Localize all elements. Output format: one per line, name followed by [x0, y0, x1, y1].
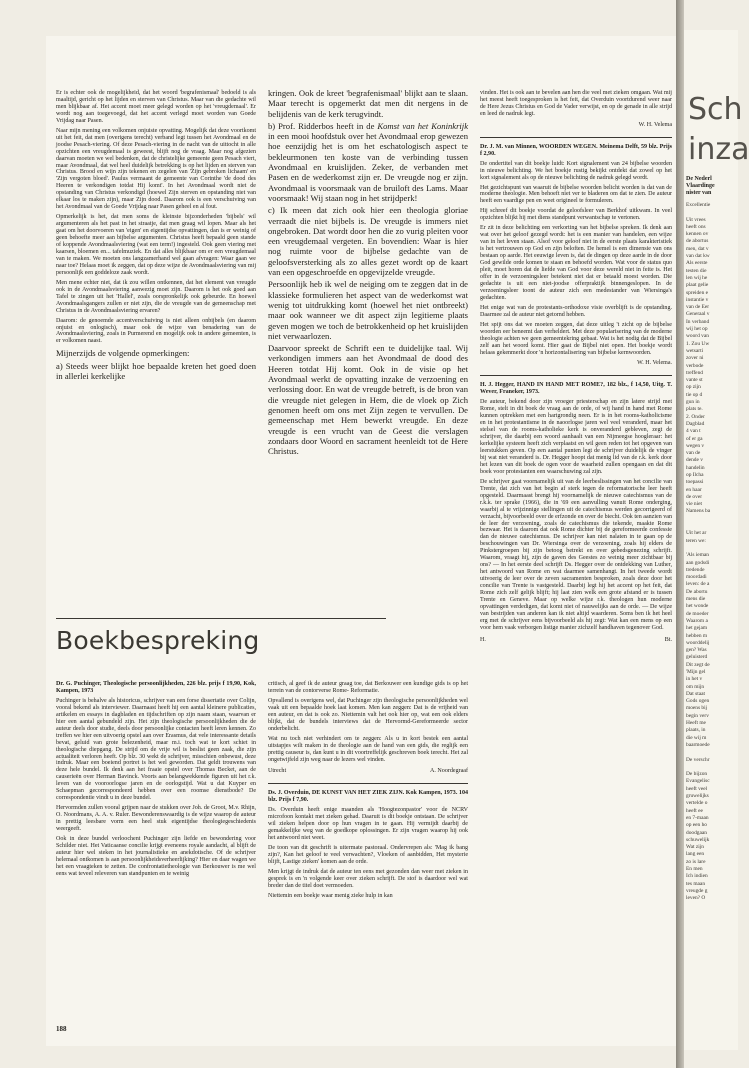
adjacent-headline: Sch [688, 92, 743, 127]
review-heading: Dr. J. M. van Minnen, WOORDEN WEGEN. Meinema Delft, 59 blz. Prijs f 2,90. [480, 143, 672, 157]
adjacent-text-line: lang een [686, 851, 705, 858]
paragraph: Het spijt ons dat we moeten zeggen, dat deze uitleg 't zicht op de bijbelse woorden eer beneemt dan verheldert. Met deze popularisering van de moderne theologie achten we geen gemeentekring gebaat. Wat is het nodig dat de Bijbel zelf aan het woord komt. Hier gaat de Bijbel niet open. Het boekje wordt helaas gekenmerkt door 'n horizontalisering van bijbelse kernwoorden. [480, 321, 672, 356]
adjacent-text-line: van dat kw [686, 253, 710, 260]
adjacent-text-line: plats te. [686, 406, 703, 413]
paragraph: Persoonlijk heb ik wel de neiging om te zeggen dat in de klassieke formulieren het aspect van de wederkomst wat wenig tot uitdrukking komt (hoewel het niet ontbreekt) maar ook wanneer we dit aspect zijn legitieme plaats geven mogen we toch de betrokkenheid op het kruislijden niet verwaarlozen. [268, 279, 468, 341]
paragraph: De ondertitel van dit boekje luidt: Kort signalement van 24 bijbelse woorden in nieuwe belichting. We het boekje rustig bekijkt ontdekt dat zowel op het kort signalement als op de nieuwe belichting de nadruk gelegd wordt. [480, 160, 672, 181]
adjacent-text-line: moens bij [686, 705, 708, 712]
adjacent-text-line: heeft veel [686, 785, 708, 792]
adjacent-text-line: baarmoede [686, 741, 710, 748]
adjacent-text-line: De verschr [686, 756, 710, 763]
adjacent-text-line: tredende [686, 566, 705, 573]
adjacent-text-line: en haar [686, 486, 702, 493]
adjacent-text-line: tes maan [686, 880, 706, 887]
paragraph: Wat nu toch niet verhindert om te zeggen: Als u in kort bestek een aantal uitstapjes wilt maken in de theologie aan de hand van een gids, die reglijk een prettig causeur is, dan kunt u in dit voortreffelijk geschreven boek terecht. Het zal ongetwijfeld zijn weg naar de lezers wel vinden. [268, 735, 468, 763]
paragraph: Men krijgt de indruk dat de auteur ten eens met gezonden dan weer met zieken in gesprek is en 'n volgende keer over zieken schrijft. De stof is daardoor wel wat breder dan de titel doet vermoeden. [268, 868, 468, 889]
adjacent-text-line: om mijn [686, 683, 705, 690]
sign-place: Utrecht [268, 768, 287, 775]
adjacent-subhead-line: nister van [686, 190, 712, 196]
adjacent-text-line: geluisterd [686, 654, 708, 661]
article-column-2 [268, 88, 468, 458]
paragraph: Er is echter ook de mogelijkheid, dat het woord 'begrafenismaal' bedoeld is als maaltijd, gericht op het lijden en sterven van Christus. Maar van die gedachte wil men blijkbaar af. Het accent moet meer gelegd worden op het 'vreugdemaal'. Er wordt nog aan toegevoegd, dat het accent verlegd moet worden van Goede Vrijdag naar Pasen. [56, 90, 256, 124]
adjacent-text-line: vante st [686, 377, 703, 384]
magazine-page [46, 36, 676, 1046]
adjacent-subhead [686, 176, 738, 197]
adjacent-text-line: moordadi [686, 574, 707, 581]
adjacent-text-line: in het v [686, 676, 703, 683]
adjacent-text-line: op een ho [686, 822, 707, 829]
adjacent-text-line: treffend [686, 369, 703, 376]
adjacent-text-line: aan godsdi [686, 559, 710, 566]
adjacent-text-line: het gejam [686, 625, 708, 632]
adjacent-text-line: teren we: [686, 537, 706, 544]
adjacent-text-line: leven? O [686, 895, 706, 902]
adjacent-text-line: De abortu [686, 588, 708, 595]
adjacent-text-line: 2. Onder [686, 413, 705, 420]
adjacent-text-line: het wonde [686, 603, 709, 610]
paragraph: Hij schreef dit boekje voordat de geloofsleer van Berkhof uitkwam. In veel opzichten blijkt hij met diens standpunt verwantschap te vertonen. [480, 208, 672, 222]
adjacent-text-line: spreiden e [686, 289, 709, 296]
adjacent-text-line: Dat staat [686, 690, 706, 697]
adjacent-text-line: len wij he [686, 274, 708, 281]
paragraph: Naar mijn mening een volkomen onjuiste opvatting. Mogelijk dat deze voortkomt uit het feit, dat men (overigens terecht) verband legt tussen het Avondmaal en de joodse Pesach-viering. Of deze Pesach-viering in de nacht van de uittocht in alle opzichten een vreugdemaal is geweest, blijft nog de vraag. Maar nog afgezien daarvan moeten we wel bedenken, dat de christelijke gemeente geen Pesach viert, maar Avondmaal, dat wel heel duidelijk betrekking is op het lijden en sterven van Christus. Brood en wijn zijn tekenen en zegelen van 'Zijn gebroken lichaam' en 'Zijn vergoten bloed'. Paulus vermaant de gemeente van Corinthe 'de dood des Heeren te verkondigen totdat Hij komt'. In het Avondmaal wordt niet de opstanding van Christus verkondigd (hoewel Zijn sterven en opstanding niet van elkaar los te maken zijn), maar Zijn dood. Daarom ook is een verschuiving van het Avondmaal van de Goede Vrijdag naar Pasen geheel en al fout. [56, 127, 256, 211]
review-column-left [56, 681, 256, 881]
adjacent-text-line: 1. Zou Uw [686, 340, 710, 347]
adjacent-text-line: en 7-maan [686, 814, 709, 821]
adjacent-text-line: wetsarti [686, 347, 704, 354]
adjacent-text-line [686, 545, 738, 552]
paragraph: De toon van dit geschrift is uitermate pastoraal. Ondervrepen als: 'Mag ik bang zijn?, Kan het geloof te veel verwachten?, Vloeken of aanbidden, Het mysterie blijft, Lastige zieken' komen aan de orde. [268, 845, 468, 866]
adjacent-text-line: Dagblad [686, 420, 705, 427]
large-text-block [56, 348, 256, 381]
adjacent-page [684, 30, 749, 1050]
adjacent-text-line: men, dat v [686, 245, 709, 252]
adjacent-text-line: dende v [686, 457, 703, 464]
article-column-3 [480, 90, 672, 644]
paragraph: Men mene echter niet, dat ik zou willen ontkennen, dat het element van vreugde ook in de Avondmaalsviering aanwezig moet zijn. Daarom is het ook goed aan Tafel te zingen uit het 'Hallel', zoals oorspronkelijk ook gebeurde. En hoewel Avondmaalsgangers zullen er niet zijn, die de vreugde van de gemeenschap met Christus in de Avondmaalsviering ervaren? [56, 279, 256, 314]
adjacent-text-line: Uit het ar [686, 530, 707, 537]
review-signature: W. H. Velema [638, 121, 672, 128]
adjacent-text-line: toepassi [686, 479, 704, 486]
sign-author: A. Noordegraaf [430, 768, 468, 775]
adjacent-text-line: heeft ons [686, 223, 706, 230]
text-run: b) Prof. Ridderbos heeft in de [268, 120, 378, 131]
review-signature [268, 768, 468, 775]
adjacent-text-line: op Ilcha [686, 471, 704, 478]
adjacent-text-line: 'Als ieman [686, 552, 709, 559]
adjacent-text-line: plaats, in [686, 727, 706, 734]
paragraph: Ook in deze bundel verloochent Puchinger zijn liefde en bewondering voor Schilder niet. Het Vaticaanse concilie krijgt eveneens royale aandacht, al blijft de auteur hier wel steken in het journalistieke en anekdotische. Of de schrijver helemaal ontkomen is aan persoonlijkheidsverheerlijking? Hier en daar wagen we het een vraagteken te zetten. De confrontatietheologie van Berkouwer is me wel eens wat teveel releveren van standpunten en te weinig [56, 836, 256, 877]
adjacent-subhead-line: De Nederl [686, 176, 712, 182]
adjacent-text-line [686, 209, 738, 216]
adjacent-text-line: gen? Was [686, 647, 707, 654]
adjacent-text-line: Namens ba [686, 508, 711, 515]
review-heading: Dr. G. Puchinger, Theologische persoonlijkheden, 226 blz. prijs f 19,90, Kok, Kampen, 1973 [56, 681, 256, 694]
paragraph: Het gezichtspunt van waaruit de bijbelse woorden belicht worden is dat van de moderne theologie. Men behoeft niet ver te bladeren om dat te zien. De auteur heeft een vaardige pen en weet origineel te formuleren. [480, 184, 672, 205]
paragraph: kringen. Ook de kreet 'begrafenismaal' blijkt aan te slaan. Maar terecht is opgemerkt dat men dit nergens in de belijdenis van de kerk terugvindt. [268, 88, 468, 119]
paragraph: Er zit in deze belichting een verkorting van het bijbelse spreken. Ik denk aan wat over het geloof gezegd wordt: het is een manier van handelen, een wijze van in het leven staan. Alsof voor geloof niet in de eerste plaats karakteristiek is het vertrouwen op God en zijn beloften. De hemel is een dimensie van ons bestaan op aarde. Het eeuwige leven is, dat de dingen op deze aarde in de door God gewilde orde komen te staan en behoefd worden. Wat voor de status quo pleit, moet horen dat de liefde van God voor deze wereld niet in feite is. Het offer in de verzoeningsleer betekent niet dat er betaald moest worden. Die gedachte is uit een niet-joodse offerpraktijk binnengeslopen. In de verzoeningsleer toont de auteur zich een medestander van Wiersinga's gedachten. [480, 225, 672, 301]
adjacent-text-line: Dit zegt de [686, 661, 710, 668]
adjacent-subhead-line: Vlaardinge [686, 183, 715, 189]
paragraph: Daarom: de genoemde accentverschuiving is niet alleen onbijbels (en daarom onjuist en onlogisch), maar ook de wijze van benadering van de Avondmaalsviering, zoals in Purmerend en mogelijk ook in andere gemeenten, is er volkomen naast. [56, 317, 256, 345]
adjacent-text-line: testen die [686, 267, 707, 274]
paragraph: Ds. Overduin heeft enige maanden als 'Hoogtezonpastor' voor de NCRV microfoon kontakt met zieken gehad. Daaruit is dit boekje ontstaan. De schrijver wil zieken helpen door op hun vragen in te gaan. Hij vermijdt daarbij de gemakkelijke weg van de goedkope oplossingen. Er zijn vragen waarop hij ook het antwoord niet weet. [268, 807, 468, 842]
review-signature: W. H. Velema. [637, 360, 672, 367]
paragraph: Daarvoor spreekt de Schrift een te duidelijke taal. Wij verkondigen immers aan het Avondmaal de dood des Heeren totdat Hij komt. Ook in de visie op het Avondmaal werkt de opvatting inzake de verzoening en verlossing door. En wat de vreugde betreft, is de bron van die vreugde niet gelegen in Hem, die de vloek op Zich genomen heeft om ons met Zijn zegen te vervullen. De gemeenschap met Hem bewerkt vreugde. En deze vreugde is een vrucht van de Geest die verslagen zondaars door Woord en sacrament heenleidt tot de Here Christus. [268, 343, 468, 457]
paragraph: Niettemin een boekje waar menig zieke hulp in kan [268, 892, 393, 899]
adjacent-text-line: Gods ogen [686, 698, 710, 705]
adjacent-text-line: mens die [686, 596, 706, 603]
paragraph: Mijnerzijds de volgende opmerkingen: [56, 348, 190, 359]
adjacent-text-line: Ich indien [686, 873, 708, 880]
review-column-middle [268, 681, 468, 903]
adjacent-text-line: En men [686, 866, 703, 873]
adjacent-text-line: gruwelijks [686, 793, 709, 800]
divider [480, 137, 672, 138]
adjacent-text-line: vreugde g [686, 887, 708, 894]
adjacent-text-line: leven: de a [686, 581, 710, 588]
adjacent-text-line: wegen v [686, 442, 705, 449]
book-gutter [676, 0, 684, 1068]
adjacent-text-line: vie niet [686, 501, 703, 508]
adjacent-text-line: kennen ov [686, 231, 709, 238]
paragraph: critisch, al geef ik de auteur graag toe, dat Berkouwer een kundige gids is op het terrein van de contorverse Rome- Reformatie. [268, 681, 468, 694]
adjacent-text-line: woord van [686, 333, 709, 340]
adjacent-text-line: 4 van t [686, 428, 701, 435]
adjacent-text-line: de moeder [686, 610, 709, 617]
article-column-1 [56, 90, 256, 383]
adjacent-text-line: Uit vrees [686, 216, 706, 223]
adjacent-text-line: Wat zijn [686, 844, 704, 851]
sign-left: H. [480, 636, 486, 643]
adjacent-text-line: op zijn [686, 384, 701, 391]
review-heading: Ds. J. Overduin, DE KUNST VAN HET ZIEK ZIJN. Kok Kampen, 1973. 104 blz. Prijs f 7,90. [268, 790, 468, 804]
adjacent-text-line: zo is lare [686, 858, 706, 865]
adjacent-text-line: De bijzon [686, 771, 708, 778]
sign-right: Bt. [664, 636, 672, 643]
adjacent-text-line: plaat gelie [686, 282, 709, 289]
paragraph: Puchinger is behalve als historicus, schrijver van een forse dissertatie over Colijn, vooral bekend als interviewer. Daarnaast heeft hij een aantal kleinere publicaties, artikelen en essays in dagbladen en tijdschriften op zijn naam staan, waarvan er hier een aantal gebundeld zijn. Het zijn theologische persoonlijkheden die de auteur deels door studie, deels door persoonlijke contacten heeft leren kennen. Zo treffen we hier een uitvoerig opstel aan over Erasmus, dat vele interessante details bevat, geluid van grote belezenheid, maar m.i. toch wat te kort schiet in theologische diepgang. De strijd om de vrije wil is beslist geen zaak, die zijn actualiteit verloren heeft. Op blz. 30 wekt de schrijver, misschien onbewust, deze indruk. Maar een boeiend portret is het wel geworden. Dat geldt trouwens van deze hele bundel. Ik denk aan het fraaie opstel over Thomas Becket, aan de causerieën over Herman Bavinck. Voorts aan belangwekkende figuren uit het r.k. leven van de vooroorlogse jaren en de oorlogstijd. Wat u dat Kuyper en Schaepman gecorrespondeerd hebben over een roomse dienstbode? De correspondentie vindt u in deze bundel. [56, 697, 256, 802]
adjacent-text-line: instantie v [686, 296, 709, 303]
adjacent-text-line: heeft ee [686, 807, 703, 814]
paragraph [268, 121, 468, 203]
adjacent-text-line [686, 764, 738, 771]
page-number: 188 [56, 1025, 67, 1033]
adjacent-text-line: In verband [686, 318, 710, 325]
adjacent-text-line: wij het op [686, 326, 708, 333]
adjacent-text-lines [686, 202, 738, 903]
paragraph: Hervormden zullen vooral grijpen naar de stukken over Joh. de Groot, M.v. Rhijn, O. Noordmans, A. A. v. Ruler. Bewonderenswaardig is de wijze waarop de auteur in prettig leesbare vorm een heel stuk eigentijdse theologiegeschiedenis weergeeft. [56, 805, 256, 833]
review-signature [480, 637, 672, 644]
review-heading: H. J. Hegger, HAND IN HAND MET ROME?, 182 blz., f 14,50, Uitg. T. Wever, Franeker, 1973. [480, 382, 672, 396]
adjacent-text-line: Als eerste [686, 260, 708, 267]
adjacent-text-line [686, 523, 738, 530]
paragraph: Opmerkelijk is het, dat men soms de kleinste bijzonderheden 'bijbels' wil argumenteren als het past in het straatje, dat men graag wil lopen. Maar als het gaat om het doorvoeren van 'eigen' en eigentijdse opvattingen, dan is er weinig of geen behoefte meer aan bijbelse argumenten. Christus heeft bepaald geen stande of koppende Avondmaalsviering (wat een term!) ingesteld. Ook geen viering met kaarsen, bloemen en... tafelmuziek. En dat alles blijkbaar om er een vreugdemaal van te maken. We moeten ons langzamerhand wel gaan afvragen: Waar gaan we naar toe? Helaas moet ik zeggen, dat op deze wijze de Avondmaalsviering van mij persoonlijk een goddeloze zaak wordt. [56, 214, 256, 276]
adjacent-text-line: Generaal v [686, 311, 710, 318]
adjacent-text-line: begin verv [686, 712, 709, 719]
adjacent-text-line: de abortus [686, 238, 709, 245]
paragraph: a) Steeds weer blijkt hoe bepaalde kreten het goed doen in allerlei kerkelijke [56, 360, 256, 381]
adjacent-text-line: die wij m [686, 734, 707, 741]
adjacent-text-line: verbode [686, 362, 704, 369]
paragraph: Opvallend is overigens wel, dat Puchinger zijn theologische persoonlijkheden wel vaak uit een bepaalde hoek laat komen. Men kan zeggen: Dat is de vrijheid van een auteur, en dat is ook zo. Niettemin valt het ook hier op, wat een ook elders blijkt, dat de bundels interviews dat de Hervormd-Gereformeerde sector onderbelicht. [268, 697, 468, 732]
adjacent-text-line: schuwelijk [686, 836, 710, 843]
adjacent-text-line: gun in [686, 399, 700, 406]
adjacent-text-line: 'Mijn gel [686, 669, 706, 675]
adjacent-text-line [686, 516, 738, 523]
paragraph: vinden. Het is ook aan te bevelen aan hen die veel met zieken omgaan. Wat mij het meest heeft toegesproken is het feit, dat Overduin voortdurend weer naar de Here Jezus Christus en God de Vader verwijst, en op de genade in alle strijd en leed de nadruk legt. [480, 90, 672, 117]
adjacent-text-line: van de Eer [686, 304, 710, 311]
adjacent-text-line: Heeft me [686, 720, 706, 727]
adjacent-text-line: of er ga [686, 435, 703, 442]
adjacent-text-line: vertelde o [686, 800, 708, 807]
adjacent-text-line: woorddelij [686, 639, 710, 646]
adjacent-text-line: hebben m [686, 632, 708, 639]
adjacent-text-line: van de [686, 450, 701, 457]
text-run: in een mooi hoofdstuk over het Avondmaal erop gewezen hoe eenzijdig het is om het eschatologisch aspect te bekleurmonen ten koste van de verbinding tussen Avondmaal en kruislijden. Zeker, de verbanden met Pasen en de wederkomst zijn er. De vreugde nog er zijn. Avondmaal is voorsmaak van de bruiloft des Lams. Maar voorsmaak! Wij staan nog in het strijdperk! [268, 131, 468, 203]
adjacent-text-line: Evangelisc [686, 778, 710, 785]
paragraph: c) Ik meen dat zich ook hier een theologia gloriae verraadt die niet bijbels is. De vreugde is immers niet ongebroken. Dat wordt door hen die zo vurig pleiten voor een vreugdemaal vergeten. En bovendien: Waar is hier nog ruimte voor de bijbelse gedachte van de geloofsversterking als zo alles gezet wordt op de kaart van een opgeschroefde en opgevijzelde vreugde. [268, 205, 468, 278]
adjacent-headline: inza [688, 132, 749, 167]
adjacent-text-line: Excellentie [686, 202, 711, 208]
divider [268, 783, 468, 784]
book-title-italic: Komst van het Koninkrijk [377, 120, 469, 131]
adjacent-text-line: handelin [686, 464, 705, 471]
adjacent-text-line: doodgaan [686, 829, 707, 836]
paragraph: De auteur, bekend door zijn vroeger priesterschap en zijn latere strijd met Rome, stelt in dit boek de vraag aan de orde, of wij hand in hand met Rome kunnen optrekken met een hartgrondig neen. Er is in het rooms-katholicisme en in het protestantisme in de naoorlogse jaren wel veel veranderd, maar het stelsel van de rooms-katholieke kerk is onveranderd gebleven, zegt de schrijver, die daarbij een woord aanhaalt van een Nijmeegse hoogleraar: het kerkelijke systeem heeft zich verplaatst en wil geen reden tot het opgeven van leerstukken geven. Op een aantal punten legt de schrijver duidelijk de vinger bij wat niet veranderd is. Dr. Hegger hoopt dat menig lid van de r.k. kerk door het lezen van dit boek de ogen voor de waarheid zullen opengaan en dat dit boek voor protestanten een waarschuwing zal zijn. [480, 399, 672, 475]
adjacent-text-line: zover ni [686, 355, 704, 362]
section-title: Boekbespreking [56, 626, 260, 655]
paragraph: Het enige wat van de protestants-orthodoxe visie overblijft is de opstanding. Daarmee zal de auteur niet getornd hebben. [480, 304, 672, 318]
paragraph: De schrijver gaat voornamelijk uit van de leerbeslissingen van het concilie van Trente, dat zich van het begin af sterk tegen de reformatorische leer heeft opgesteld. Daarmaast brengt hij voornamelijk de nieuwe catechismus van de r.k.k. ter sprake (1966), die in '69 een aanvulling vanuit Rome onderging, waarbij al te vrijzinnige stellingen uit de catechismus werden gecorrigeerd of verzacht, bijvoorbeeld over de erfzonde en over de biecht. Ook ten aanzien van de leer der verzoening, zoals de catechismus die tekende, maakte Rome bezwaar. Het is daarom dat ook Rome dichter bij de gereformeerde confessie dan de nieuwe catechismus. De schrijver kan niet nalaten in te gaan op de beschouwingen van Dr. Wiersinga over de verzoening, zoals hij elders de Pinkstergroepen bij zijn betoog betrekt en over gebedsgenezing schrijft. Waarom, vraagt hij, zijn de gaven des Geestes zo weinig meer zichtbaar bij ons? — In het eerste deel schrijft Ds. Hegger over de ontdekking van Luther, het antwoord van Rome en wat daarmee samenhangt. In het tweede wordt uitvoerig de leer over de zeven sacramenten besproken, zoals deze door het concilie van Trente is vastgesteld. Daarbij legt hij het accent op het feit, dat Rome zich zelf gelijk blijft; hij laat zien welk een grote afstand er is tussen Trente en Geneve. Maar op welke wijze r.k. theologen hun moderne opvattingen verdedigen, dat komt niet of nauwelijks aan de orde. — De wijze van bestrijden van anderen kan ik niet altijd waarderen. Soms ben ik het heel erg met de schrijver eens bijvoorbeeld als hij zegt: Wat kan een mens op een voor hem vaak verborgen listige manier zichzelf handhaven tegenover God. [480, 478, 672, 631]
adjacent-text-line: de over [686, 493, 703, 500]
adjacent-text-line: Waarom a [686, 617, 708, 624]
divider [480, 375, 672, 376]
adjacent-text-line: tie op d [686, 391, 703, 398]
section-rule [56, 618, 386, 619]
adjacent-text-line [686, 749, 738, 756]
